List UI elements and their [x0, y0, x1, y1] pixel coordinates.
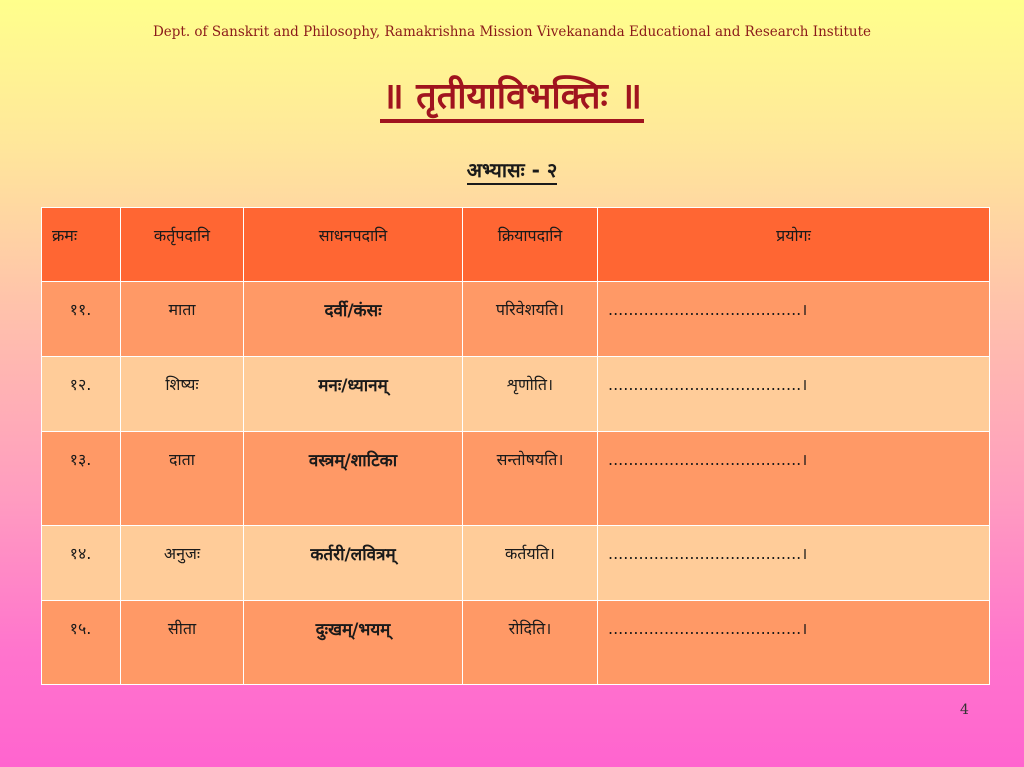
column-header-subject: कर्तृपदानि — [121, 208, 244, 282]
verb-cell: कर्तयति। — [463, 526, 598, 601]
serial-cell: १५. — [42, 601, 121, 685]
usage-blank-cell[interactable]: ......................................। — [598, 282, 990, 357]
instrument-cell: दुःखम्/भयम् — [244, 601, 463, 685]
exercise-heading: अभ्यासः - २ — [467, 158, 558, 185]
subject-cell: शिष्यः — [121, 357, 244, 432]
verb-cell: रोदिति। — [463, 601, 598, 685]
instrument-cell: कर्तरी/लवित्रम् — [244, 526, 463, 601]
table-row — [42, 282, 990, 357]
column-header-serial: क्रमः — [42, 208, 121, 282]
serial-cell: ११. — [42, 282, 121, 357]
column-header-usage: प्रयोगः — [598, 208, 990, 282]
instrument-cell: वस्त्रम्/शाटिका — [244, 432, 463, 526]
table-row — [42, 601, 990, 685]
subject-cell: दाता — [121, 432, 244, 526]
instrument-cell: दर्वी/कंसः — [244, 282, 463, 357]
slide-title-wrap — [0, 76, 1024, 117]
table-row — [42, 526, 990, 601]
instrument-cell: मनः/ध्यानम् — [244, 357, 463, 432]
slide-title: ॥ तृतीयाविभक्तिः ॥ — [380, 76, 644, 123]
exercise-heading-wrap — [0, 156, 1024, 183]
page-number: 4 — [960, 702, 969, 718]
subject-cell: सीता — [121, 601, 244, 685]
exercise-table — [41, 207, 990, 685]
subject-cell: माता — [121, 282, 244, 357]
verb-cell: सन्तोषयति। — [463, 432, 598, 526]
column-header-verb: क्रियापदानि — [463, 208, 598, 282]
serial-cell: १२. — [42, 357, 121, 432]
usage-blank-cell[interactable]: ......................................। — [598, 432, 990, 526]
table-header-row — [42, 208, 990, 282]
usage-blank-cell[interactable]: ......................................। — [598, 357, 990, 432]
serial-cell: १३. — [42, 432, 121, 526]
verb-cell: शृणोति। — [463, 357, 598, 432]
serial-cell: १४. — [42, 526, 121, 601]
table-row — [42, 357, 990, 432]
usage-blank-cell[interactable]: ......................................। — [598, 601, 990, 685]
institute-header: Dept. of Sanskrit and Philosophy, Ramakrishna Mission Vivekananda Educational and Research Institute — [152, 24, 872, 40]
subject-cell: अनुजः — [121, 526, 244, 601]
table-row — [42, 432, 990, 526]
column-header-instrument: साधनपदानि — [244, 208, 463, 282]
verb-cell: परिवेशयति। — [463, 282, 598, 357]
usage-blank-cell[interactable]: ......................................। — [598, 526, 990, 601]
